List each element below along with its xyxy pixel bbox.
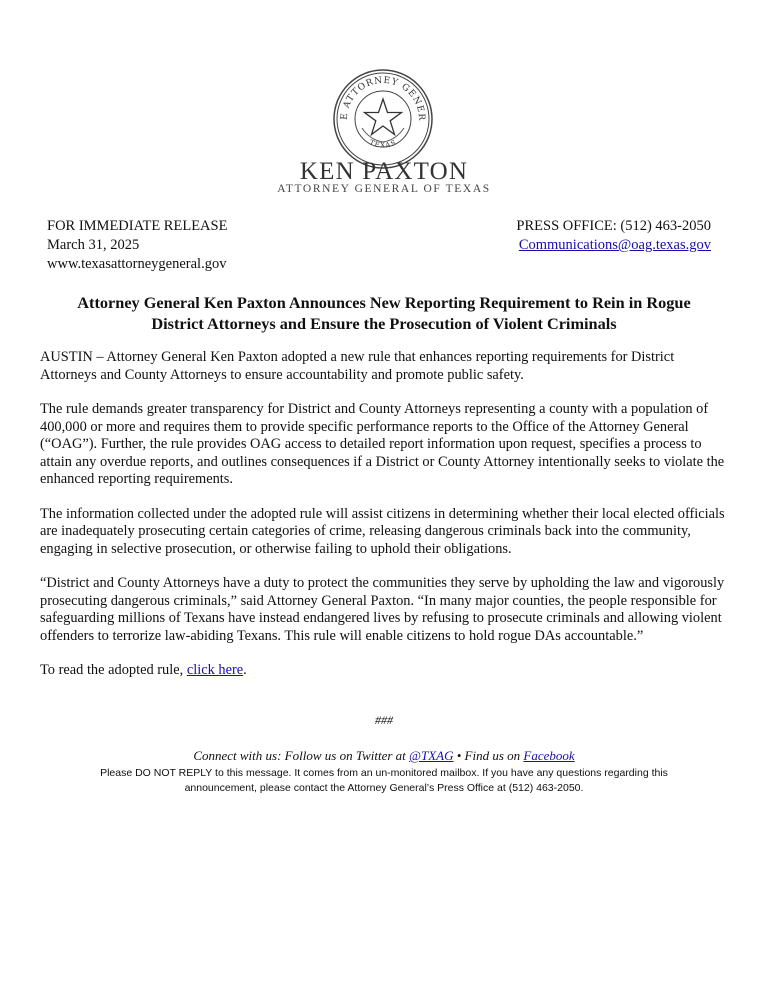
- click-here-link[interactable]: click here: [186, 662, 244, 678]
- official-name: KEN PAXTON: [299, 158, 469, 185]
- body-paragraph-5: [40, 662, 728, 680]
- connect-mid: • Find us on: [453, 748, 524, 763]
- headline-line-1: Attorney General Ken Paxton Announces New Reporting Requirement to Rein in Rogue: [77, 293, 691, 312]
- headline-line-2: District Attorneys and Ensure the Prosecution of Violent Criminals: [151, 314, 617, 333]
- body-paragraph-1: AUSTIN – Attorney General Ken Paxton adopted a new rule that enhances reporting requirements for District Attorneys and County Attorneys to ensure accountability and promote public safety.: [40, 349, 675, 383]
- connect-prefix: Connect with us: Follow us on Twitter at: [193, 748, 410, 763]
- seal-star-icon: [365, 99, 402, 135]
- press-office-phone: PRESS OFFICE: (512) 463-2050: [516, 218, 711, 234]
- release-meta: [47, 217, 227, 274]
- website-url: www.texasattorneygeneral.gov: [47, 256, 227, 272]
- seal-graphic: [332, 68, 434, 170]
- headline: [40, 292, 728, 334]
- social-connect-line: [0, 748, 768, 764]
- seal-ring-text: E ATTORNEY GENER: [339, 75, 427, 122]
- body-paragraph-2: The rule demands greater transparency for District and County Attorneys representing a county with a population of 400,000 or more and requires them to provide specific performance reports to the Office of the Attorney General (“OAG”). Further, the rule provides OAG access to detailed report information upon request, specifies a process to attain any overdue reports, and outlines consequences if a District or County Attorney intentionally seeks to violate the enhanced reporting requirements.: [40, 401, 725, 487]
- end-separator: ###: [375, 713, 393, 727]
- release-label: FOR IMMEDIATE RELEASE: [47, 218, 228, 234]
- body-paragraph-4: “District and County Attorneys have a duty to protect the communities they serve by upholding the law and vigorously prosecuting dangerous criminals,” said Attorney General Paxton. “In many major counties, the people responsible for safeguarding millions of Texans have instead endangered lives by refusing to prosecute criminals and allowing violent offenders to terrorize law-abiding Texans. This rule will enable citizens to hold rogue DAs accountable.”: [40, 575, 725, 644]
- twitter-link[interactable]: @TXAG: [409, 748, 454, 763]
- do-not-reply-notice: Please DO NOT REPLY to this message. It comes from an un-monitored mailbox. If you have any questions regarding this announcement, please contact the Attorney General’s Press Office at (512) 463-2050.: [100, 767, 668, 794]
- facebook-link[interactable]: Facebook: [523, 748, 575, 763]
- seal-bottom-text: TEXAS: [368, 138, 398, 150]
- texas-star-seal-icon: [332, 68, 434, 170]
- body-paragraph-3: The information collected under the adopted rule will assist citizens in determining whether their local elected officials are inadequately prosecuting certain categories of crime, releasing dangerous criminals back into the community, engaging in selective prosecution, or otherwise failing to uphold their obligations.: [40, 505, 725, 557]
- official-title: ATTORNEY GENERAL OF TEXAS: [277, 183, 491, 195]
- release-date: March 31, 2025: [47, 237, 140, 253]
- press-office-meta: [516, 217, 711, 255]
- press-email-link[interactable]: Communications@oag.texas.gov: [518, 237, 711, 253]
- rule-link-suffix: .: [243, 662, 247, 678]
- rule-link-prefix: To read the adopted rule,: [40, 662, 187, 678]
- article-body: [40, 349, 728, 697]
